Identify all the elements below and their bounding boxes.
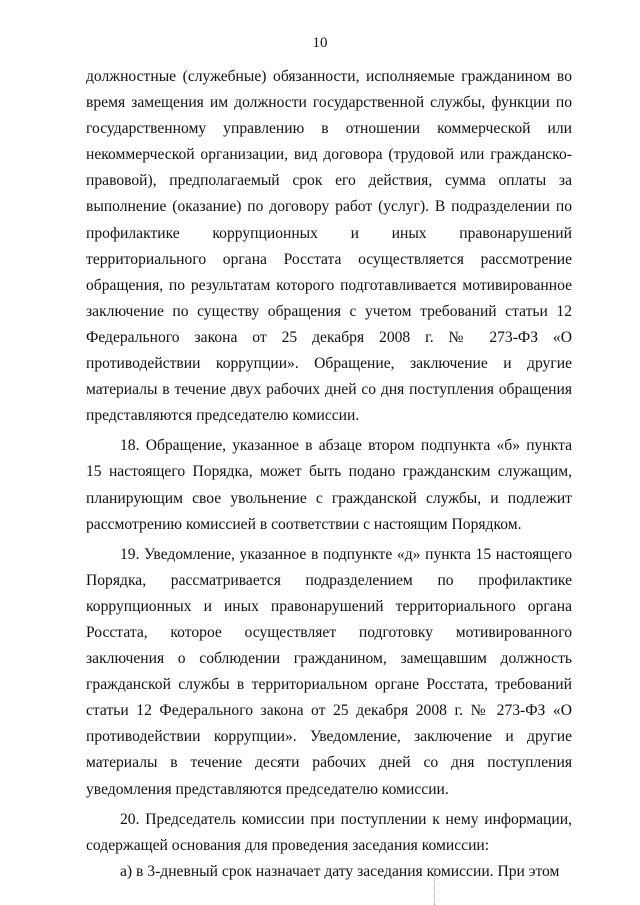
paragraph-continuation: должностные (служебные) обязанности, исполняемые гражданином во время замещения им должности государственной службы, функции по государственному управлению в отношении коммерческой или некоммерческой организации, вид договора (трудовой или гражданско-правовой), предполагаемый срок его действия, сумма оплаты за выполнение (оказание) по договору работ (услуг). В подразделении по профилактике коррупционных и иных правонарушений территориального органа Росстата осуществляется рассмотрение обращения, по результатам которого подготавливается мотивированное заключение по существу обращения с учетом требований статьи 12 Федерального закона от 25 декабря 2008 г. № 273-ФЗ «О противодействии коррупции». Обращение, заключение и другие материалы в течение двух рабочих дней со дня поступления обращения представляются председателю комиссии.	[86, 68, 572, 425]
paragraph-20-a: а) в 3-дневный срок назначает дату заседания комиссии. При этом	[120, 862, 560, 880]
paragraph-18: 18. Обращение, указанное в абзаце втором подпункта «б» пункта 15 настоящего Порядка, может быть подано гражданским служащим, планирующим свое увольнение с гражданской службы, и подлежит рассмотрению комиссией в соответствии с настоящим Порядком.	[86, 437, 572, 533]
paragraph-20: 20. Председатель комиссии при поступлении к нему информации, содержащей основания для проведения заседания комиссии:	[86, 810, 572, 854]
page-number: 10	[312, 35, 328, 51]
paragraph-19: 19. Уведомление, указанное в подпункте «д» пункта 15 настоящего Порядка, рассматривается подразделением по профилактике коррупционных и иных правонарушений территориального органа Росстата, которое осуществляет подготовку мотивированного заключения о соблюдении гражданином, замещавшим должность гражданской службы в территориальном органе Росстата, требований статьи 12 Федерального закона от 25 декабря 2008 г. № 273-ФЗ «О противодействии коррупции». Уведомление, заключение и другие материалы в течение десяти рабочих дней со дня поступления уведомления представляются председателю комиссии.	[86, 545, 572, 798]
scan-crop-mark	[434, 868, 436, 905]
document-body	[86, 64, 572, 885]
